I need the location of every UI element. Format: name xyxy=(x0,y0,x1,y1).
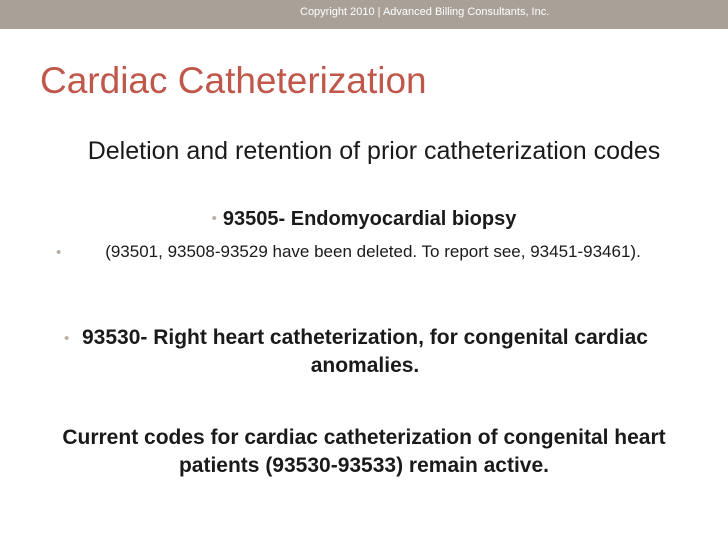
bullet-item-93530: 93530- Right heart catheterization, for congenital cardiac anomalies. xyxy=(82,326,648,377)
header-bar xyxy=(0,0,728,31)
bullet-item-deleted-codes: (93501, 93508-93529 have been deleted. To report see, 93451-93461). xyxy=(105,242,641,261)
bullet-icon: • xyxy=(211,210,217,227)
slide-title: Cardiac Catheterization xyxy=(40,60,427,101)
bullet-item-93505 xyxy=(40,205,688,235)
bullet-icon: • xyxy=(56,244,62,261)
closing-statement: Current codes for cardiac catheterization of congenital heart patients (93530-93533) remain active. xyxy=(62,426,666,477)
slide-subheading: Deletion and retention of prior catheterization codes xyxy=(87,137,661,165)
copyright-text: Copyright 2010 | Advanced Billing Consultants, Inc. xyxy=(300,6,550,18)
bullet-text: 93505- Endomyocardial biopsy xyxy=(222,208,517,230)
bullet-icon: • xyxy=(64,330,70,347)
